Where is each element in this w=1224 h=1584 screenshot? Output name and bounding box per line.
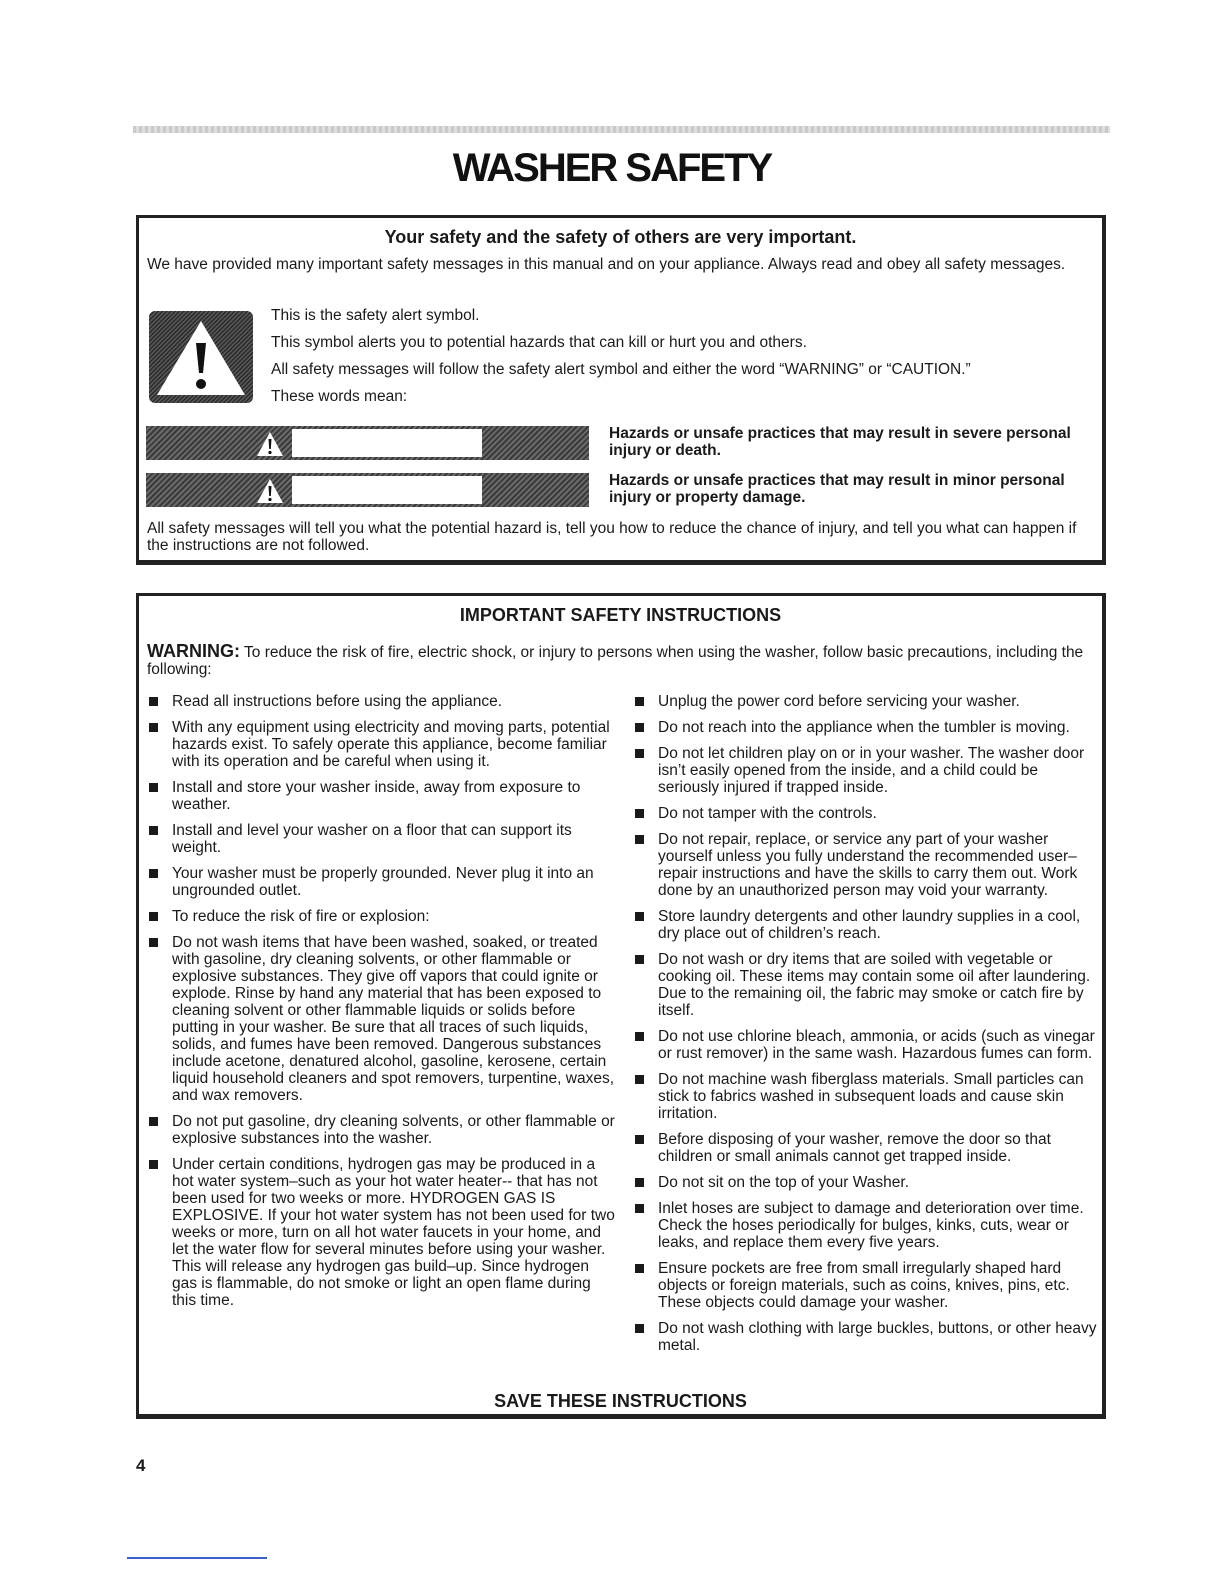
- alert-line-1: This is the safety alert symbol.: [271, 307, 480, 324]
- page-title: WASHER SAFETY: [452, 146, 772, 190]
- instruction-text: Do not repair, replace, or service any part of your washer yourself unless you fully understand the recommended user–repair instructions and have the skills to carry them out. Work done by an unauthorized person may void your warranty.: [658, 831, 1078, 899]
- instruction-item: [145, 693, 615, 710]
- instruction-text: Your washer must be properly grounded. Never plug it into an ungrounded outlet.: [172, 865, 594, 899]
- instruction-text: Inlet hoses are subject to damage and deterioration over time. Check the hoses periodically for bulges, kinks, cuts, wear or leaks, and replace them every five years.: [658, 1200, 1084, 1251]
- instruction-item: [145, 719, 615, 770]
- instruction-text: Do not machine wash fiberglass materials. Small particles can stick to fabrics washed in subsequent loads and cause skin irritation.: [658, 1071, 1084, 1122]
- safety-intro: We have provided many important safety messages in this manual and on your appliance. Always read and obey all safety messages.: [147, 256, 1066, 273]
- instruction-item: [145, 1113, 615, 1147]
- instruction-item: [145, 779, 615, 813]
- instruction-item: [631, 1260, 1101, 1311]
- instruction-text: With any equipment using electricity and moving parts, potential hazards exist. To safely operate this appliance, become familiar with its operation and be careful when using it.: [172, 719, 610, 770]
- danger-signal-bar: [146, 426, 589, 460]
- left-instruction-list: [145, 693, 615, 1318]
- instruction-item: [145, 934, 615, 1104]
- caution-triangle-icon: [256, 478, 284, 504]
- instruction-item: [631, 719, 1101, 736]
- instruction-item: [145, 908, 615, 925]
- instruction-text: Do not let children play on or in your washer. The washer door isn’t easily opened from the inside, and a child could be seriously injured if trapped inside.: [658, 745, 1085, 796]
- instruction-text: Do not use chlorine bleach, ammonia, or acids (such as vinegar or rust remover) in the same wash. Hazardous fumes can form.: [658, 1028, 1095, 1062]
- safety-box-heading: Your safety and the safety of others are very important.: [384, 227, 857, 247]
- safety-alert-triangle-icon: [149, 311, 253, 403]
- instruction-text: Before disposing of your washer, remove the door so that children or small animals cannot get trapped inside.: [658, 1131, 1051, 1165]
- instruction-item: [631, 1028, 1101, 1062]
- instruction-item: [145, 822, 615, 856]
- instruction-text: To reduce the risk of fire or explosion:: [172, 908, 430, 925]
- danger-meaning: Hazards or unsafe practices that may result in severe personal injury or death.: [609, 425, 1071, 459]
- instruction-text: Do not wash or dry items that are soiled with vegetable or cooking oil. These items may contain some oil after laundering. Due to the remaining oil, the fabric may smoke or catch fire by itself.: [658, 951, 1091, 1019]
- instruction-text: Install and store your washer inside, away from exposure to weather.: [172, 779, 581, 813]
- page-number: 4: [136, 1456, 146, 1475]
- signal-word-label: [292, 476, 482, 504]
- warning-label: WARNING:: [147, 641, 240, 661]
- instruction-text: Read all instructions before using the appliance.: [172, 693, 503, 710]
- instruction-item: [631, 1174, 1101, 1191]
- bottom-underline: [127, 1557, 267, 1559]
- instruction-item: [631, 831, 1101, 899]
- safety-closing: All safety messages will tell you what the potential hazard is, tell you how to reduce the chance of injury, and tell you what can happen if the instructions are not followed.: [147, 520, 1077, 554]
- instruction-text: Do not wash clothing with large buckles, buttons, or other heavy metal.: [658, 1320, 1097, 1354]
- instruction-text: Do not sit on the top of your Washer.: [658, 1174, 910, 1191]
- caution-signal-bar: [146, 473, 589, 507]
- instruction-item: [631, 1200, 1101, 1251]
- instruction-item: [631, 1131, 1101, 1165]
- instruction-item: [631, 805, 1101, 822]
- instruction-text: Under certain conditions, hydrogen gas may be produced in a hot water system–such as your hot water heater-- that has not been used for two weeks or more. HYDROGEN GAS IS EXPLOSIVE. If your hot water system has not been used for two weeks or more, turn on all hot water faucets in your home, and let the water flow for several minutes before using your washer. This will release any hydrogen gas build–up. Since hydrogen gas is flammable, do not smoke or light an open flame during this time.: [172, 1156, 615, 1309]
- top-divider: [133, 126, 1110, 133]
- instruction-text: Do not wash items that have been washed, soaked, or treated with gasoline, dry cleaning solvents, or other flammable or explosive substances. They give off vapors that could ignite or explode. Rinse by hand any material that has been exposed to cleaning solvent or other flammable liquids or solids before putting in your washer. Be sure that all traces of such liquids, solids, and fumes have been removed. Dangerous substances include acetone, denatured alcohol, gasoline, kerosene, certain liquid household cleaners and spot removers, turpentine, waxes, and wax removers.: [172, 934, 615, 1104]
- caution-meaning: Hazards or unsafe practices that may result in minor personal injury or property damage.: [609, 472, 1065, 506]
- warning-text: To reduce the risk of fire, electric shock, or injury to persons when using the washer, follow basic precautions, including the following:: [147, 644, 1084, 678]
- instruction-text: Do not tamper with the controls.: [658, 805, 877, 822]
- instruction-item: [631, 1071, 1101, 1122]
- right-instruction-list: [631, 693, 1101, 1363]
- instruction-item: [145, 865, 615, 899]
- alert-line-4: These words mean:: [271, 388, 408, 405]
- instruction-text: Ensure pockets are free from small irregularly shaped hard objects or foreign materials, such as coins, knives, pins, etc. These objects could damage your washer.: [658, 1260, 1070, 1311]
- instruction-item: [631, 951, 1101, 1019]
- warning-paragraph: [147, 643, 1092, 678]
- instruction-item: [145, 1156, 615, 1309]
- signal-word-label: [292, 429, 482, 457]
- important-instructions-box: [136, 593, 1106, 1419]
- instruction-text: Install and level your washer on a floor that can support its weight.: [172, 822, 572, 856]
- instruction-text: Do not reach into the appliance when the tumbler is moving.: [658, 719, 1070, 736]
- instruction-item: [631, 1320, 1101, 1354]
- save-instructions-footer: SAVE THESE INSTRUCTIONS: [494, 1391, 747, 1411]
- instruction-item: [631, 908, 1101, 942]
- alert-line-3: All safety messages will follow the safety alert symbol and either the word “WARNING” or “CAUTION.”: [271, 361, 971, 378]
- instruction-text: Do not put gasoline, dry cleaning solvents, or other flammable or explosive substances into the washer.: [172, 1113, 615, 1147]
- instruction-text: Store laundry detergents and other laundry supplies in a cool, dry place out of children’s reach.: [658, 908, 1081, 942]
- safety-message-box: [136, 215, 1106, 565]
- instructions-heading: IMPORTANT SAFETY INSTRUCTIONS: [459, 605, 782, 625]
- warning-triangle-icon: [256, 431, 284, 457]
- alert-line-2: This symbol alerts you to potential hazards that can kill or hurt you and others.: [271, 334, 807, 351]
- instruction-item: [631, 745, 1101, 796]
- instruction-item: [631, 693, 1101, 710]
- instruction-text: Unplug the power cord before servicing your washer.: [658, 693, 1020, 710]
